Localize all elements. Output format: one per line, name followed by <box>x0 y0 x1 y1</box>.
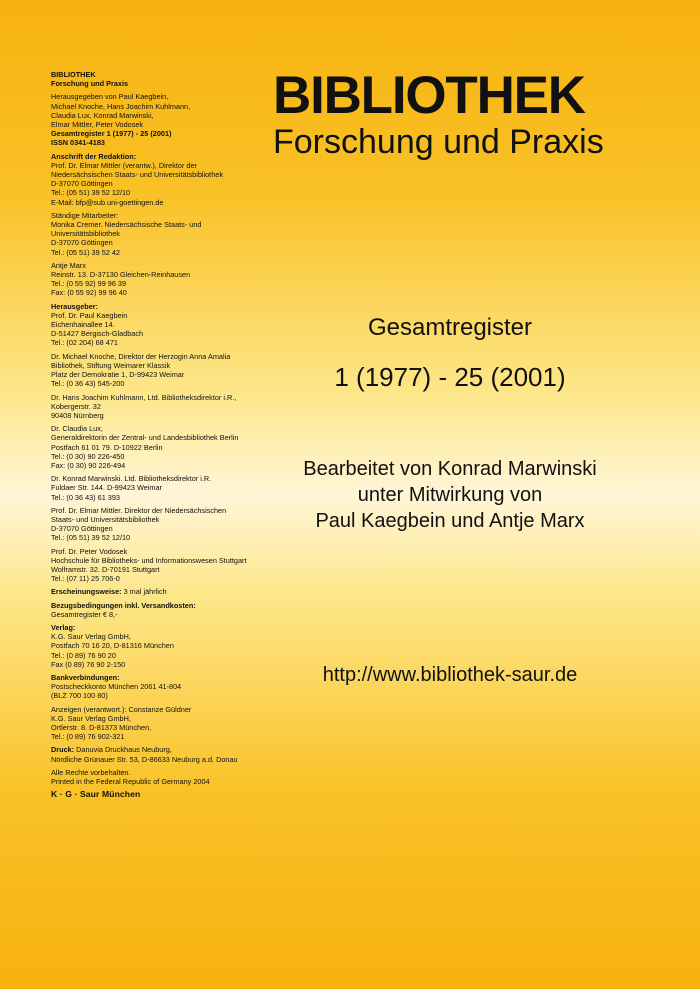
imprint-line: Tel.: (0 55 92) 99 96 39 <box>51 279 127 289</box>
imprint-block <box>51 393 286 421</box>
publisher-mark: K · G · Saur München <box>51 789 141 800</box>
register-title: Gesamtregister <box>367 314 533 341</box>
imprint-line: Tel.: (05 51) 39 52 42 <box>51 247 120 257</box>
imprint-line <box>51 745 286 754</box>
imprint-line: Postscheckkonto München 2061 41-804 <box>51 682 182 692</box>
imprint-line: E-Mail: bfp@sub.uni-goettingen.de <box>51 197 164 207</box>
imprint-line: Anschrift der Redaktion: <box>51 151 137 161</box>
imprint-line: Forschung und Praxis <box>51 79 129 89</box>
imprint-line: D-51427 Bergisch-Gladbach <box>51 329 144 339</box>
website-url: http://www.bibliothek-saur.de <box>322 664 578 686</box>
imprint-line: Universitätsbibliothek <box>51 229 120 239</box>
imprint-block <box>51 352 286 389</box>
imprint-line: Printed in the Federal Republic of Germany 2004 <box>51 777 210 787</box>
credit-line-2: unter Mitwirkung von <box>357 484 543 506</box>
imprint-line: Nördliche Grünauer Str. 53, D-86633 Neuburg a.d. Donau <box>51 754 238 764</box>
imprint-line: Alle Rechte vorbehalten. <box>51 767 131 777</box>
imprint-block <box>51 152 286 207</box>
imprint-line: Dr. Konrad Marwinski. Ltd. Bibliotheksdirektor i.R. <box>51 474 212 484</box>
imprint-line: Antje Marx <box>51 260 86 270</box>
imprint-line: Bezugsbedingungen inkl. Versandkosten: <box>51 600 196 610</box>
imprint-line: Tel.: (0 36 43) 61 393 <box>51 492 120 502</box>
imprint-line-part: Druck: <box>51 745 75 755</box>
imprint-line: BIBLIOTHEK <box>51 70 96 79</box>
imprint-line: Michael Knoche, Hans Joachim Kuhlmann, <box>51 101 191 111</box>
imprint-line: Fuldaer Str. 144. D-99423 Weimar <box>51 483 162 493</box>
imprint-block <box>51 424 286 470</box>
imprint-block <box>51 211 286 257</box>
imprint-line: Fax: (0 30) 90 226-494 <box>51 460 126 470</box>
imprint-line: Claudia Lux, Konrad Marwinski, <box>51 110 154 120</box>
imprint-line: D-37070 Göttingen <box>51 238 113 248</box>
imprint-line: Herausgeber: <box>51 301 99 311</box>
imprint-line: Verlag: <box>51 622 76 632</box>
imprint-line: Kobergerstr. 32 <box>51 401 101 411</box>
imprint-block <box>51 587 286 596</box>
imprint-line: Gesamtregister € 8,- <box>51 609 118 619</box>
imprint-line: Platz der Demokratie 1, D-99423 Weimar <box>51 370 185 380</box>
imprint-line: 90408 Nürnberg <box>51 410 104 420</box>
imprint-line: Gesamtregister 1 (1977) - 25 (2001) <box>51 129 172 139</box>
imprint-block <box>51 601 286 619</box>
imprint-line: Monika Cremer. Niedersächsische Staats- und <box>51 220 202 230</box>
imprint-line-part: 3 mal jährlich <box>121 587 167 597</box>
imprint-line: Bankverbindungen: <box>51 672 120 682</box>
imprint-block <box>51 673 286 701</box>
imprint-line: Staats- und Universitätsbibliothek <box>51 514 160 524</box>
imprint-block <box>51 506 286 543</box>
imprint-line: Anzeigen (verantwort.): Constanze Güldner <box>51 704 192 714</box>
imprint-line: (BLZ 700 100 80) <box>51 691 108 701</box>
imprint-line <box>51 587 286 596</box>
imprint-line: Herausgegeben von Paul Kaegbein, <box>51 92 169 102</box>
imprint-block <box>51 302 286 348</box>
imprint-line: Elmar Mittler, Peter Vodosek <box>51 120 144 130</box>
imprint-line: Bibliothek, Stiftung Weimarer Klassik <box>51 360 171 370</box>
imprint-line: Ortlerstr. 8. D-81373 München, <box>51 723 152 732</box>
imprint-line: Prof. Dr. Paul Kaegbein <box>51 310 128 320</box>
cover-title: BIBLIOTHEK <box>273 66 585 125</box>
credit-line-1: Bearbeitet von Konrad Marwinski <box>303 458 597 480</box>
imprint-line: Prof. Dr. Elmar Mittler (verantw.), Direktor der <box>51 160 197 170</box>
imprint-block <box>51 474 286 502</box>
credit-line-3: Paul Kaegbein und Antje Marx <box>315 510 585 532</box>
imprint-block <box>51 92 286 147</box>
imprint-line: Eichenhainallee 14. <box>51 320 115 330</box>
imprint-line: Wolframstr. 32. D-70191 Stuttgart <box>51 564 160 574</box>
imprint-block <box>51 70 286 88</box>
imprint-line: Postfach 70 16 20, D-81316 München <box>51 641 174 651</box>
imprint-line: Tel.: (05 51) 39 52 12/10 <box>51 188 131 198</box>
imprint-line: Dr. Michael Knoche, Direktor der Herzogin Anna Amalia <box>51 351 231 361</box>
imprint-block <box>51 623 286 669</box>
imprint-line: D-37070 Göttingen <box>51 179 113 189</box>
imprint-block <box>51 547 286 584</box>
imprint-line: Tel.: (07 11) 25 706-0 <box>51 574 120 584</box>
imprint-line: Prof. Dr. Elmar Mittler. Direktor der Niedersächsischen <box>51 505 227 515</box>
imprint-block <box>51 705 286 742</box>
imprint-line: ISSN 0341-4183 <box>51 138 105 148</box>
imprint-line: Fax (0 89) 76 90 2-150 <box>51 659 126 669</box>
imprint-line: Tel.: (0 30) 90 226-450 <box>51 451 125 461</box>
imprint-line-part: Erscheinungsweise: <box>51 587 122 597</box>
imprint-block <box>51 768 286 786</box>
imprint-line: Fax: (0 55 92) 99 96 40 <box>51 288 127 298</box>
cover-subtitle: Forschung und Praxis <box>273 123 604 161</box>
imprint-line: Tel.: (0 89) 76 902-321 <box>51 732 125 742</box>
imprint-line: Generaldirektorin der Zentral- und Landesbibliothek Berlin <box>51 433 239 443</box>
imprint-line: Tel.: (0 89) 76 90 20 <box>51 650 116 660</box>
register-range: 1 (1977) - 25 (2001) <box>334 362 566 392</box>
imprint-line: Reinstr. 13. D-37130 Gleichen-Reinhausen <box>51 270 191 280</box>
imprint-line: Tel.: (02 204) 68 471 <box>51 338 118 348</box>
imprint-line: Postfach 61 01 79. D-10922 Berlin <box>51 442 163 452</box>
imprint-line: K.G. Saur Verlag GmbH, <box>51 713 131 723</box>
imprint-line: Hochschule für Bibliotheks- und Informationswesen Stuttgart <box>51 555 247 565</box>
imprint-block <box>51 745 286 763</box>
imprint-line: Ständige Mitarbeiter: <box>51 210 119 220</box>
imprint-line-part: Danuvia Druckhaus Neuburg, <box>74 745 172 755</box>
imprint-line: Prof. Dr. Peter Vodosek <box>51 546 128 556</box>
imprint-line: Tel.: (0 36 43) 545-200 <box>51 379 125 389</box>
imprint-line: Tel.: (05 51) 39 52 12/10 <box>51 533 131 543</box>
imprint-column <box>51 70 286 799</box>
imprint-line: Niedersächsischen Staats- und Universitätsbibliothek <box>51 170 223 180</box>
imprint-line: Dr. Claudia Lux, <box>51 424 103 434</box>
imprint-line: Dr. Hans Joachim Kuhlmann, Ltd. Bibliotheksdirektor i.R., <box>51 392 237 402</box>
imprint-line: K.G. Saur Verlag GmbH, <box>51 632 131 642</box>
imprint-line: D-37070 Göttingen <box>51 524 113 534</box>
imprint-block <box>51 261 286 298</box>
